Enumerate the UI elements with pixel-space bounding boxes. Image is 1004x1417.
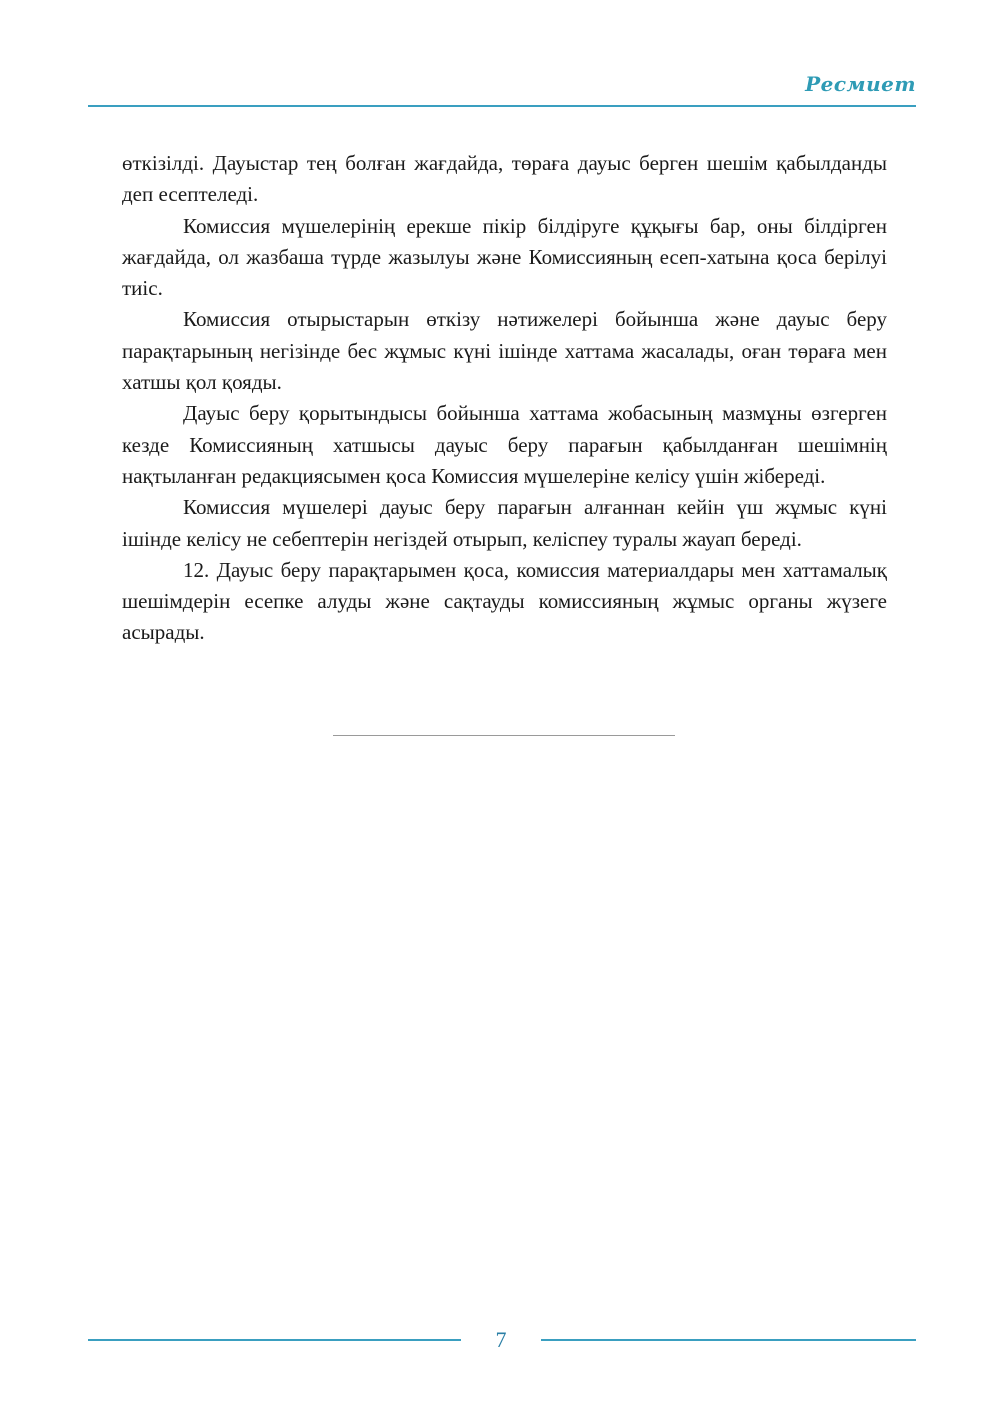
page-number: 7 [495, 1327, 507, 1352]
paragraph-continuation: өткізілді. Дауыстар тең болған жағдайда, төраға дауыс берген шешім қабылданды деп есептеледі. [122, 151, 887, 207]
running-header-title: Ресмиет [805, 72, 916, 96]
paragraph-member-response: Комиссия мүшелері дауыс беру парағын алғаннан кейін үш жұмыс күні ішінде келісу не себептерін негіздей отырып, келіспеу туралы жауап береді. [122, 495, 887, 551]
paragraph-minutes-preparation: Комиссия отырыстарын өткізу нәтижелері бойынша және дауыс беру парақтарының негізінде бес жұмыс күні ішінде хаттама жасалады, оған төраға мен хатшы қол қояды. [122, 307, 887, 395]
paragraph-dissenting-opinion: Комиссия мүшелерінің ерекше пікір білдіруге құқығы бар, оны білдірген жағдайда, ол жазбаша түрде жазылуы және Комиссияның есеп-хатына қоса берілуі тиіс. [122, 213, 887, 301]
document-body [122, 148, 887, 649]
paragraph-minutes-changes: Дауыс беру қорытындысы бойынша хаттама жобасының мазмұны өзгерген кезде Комиссияның хатшысы дауыс беру парағын қабылданған шешімнің нақтыланған редакциясымен қоса Комиссия мүшелеріне келісу үшін жібереді. [122, 401, 887, 488]
footer-divider-left [88, 1339, 461, 1341]
end-of-text-divider [333, 735, 675, 736]
footer-divider-right [541, 1339, 916, 1341]
header-divider [88, 105, 916, 107]
paragraph-item-12: 12. Дауыс беру парақтарымен қоса, комиссия материалдары мен хаттамалық шешімдерін есепке алуды және сақтауды комиссияның жұмыс органы жүзеге асырады. [122, 557, 887, 645]
